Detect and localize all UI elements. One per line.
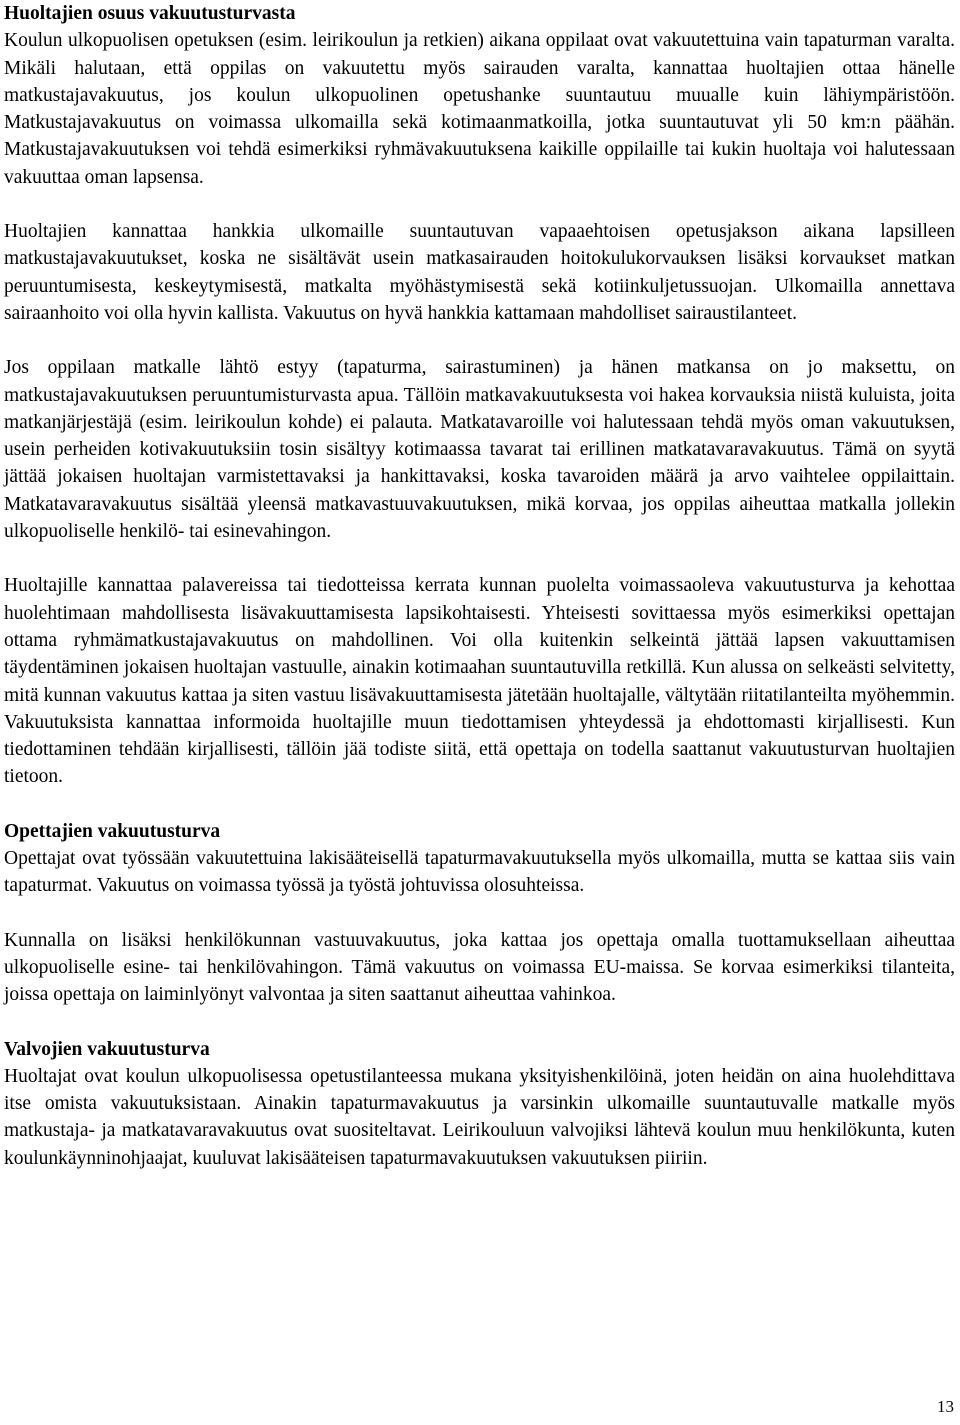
- section-heading: Valvojien vakuutusturva: [4, 1038, 210, 1060]
- paragraph-gap: [4, 900, 955, 927]
- paragraph-gap: [4, 191, 955, 218]
- paragraph: Huoltajille kannattaa palavereissa tai tiedotteissa kerrata kunnan puolelta voimassaoleva vakuutusturva ja kehottaa huolehtimaan mahdollisesta lisävakuuttamisesta lapsikohtaisesti. Yhteisesti sovittaessa myös esimerkiksi opettajan ottama ryhmämatkustajavakuutus on mahdollinen. Voi olla kuitenkin selkeintä jättää lapsen vakuuttamisen täydentäminen jokaisen huoltajan vastuulle, ainakin kotimaahan suuntautuvilla retkillä. Kun alussa on selkeästi selvitetty, mitä kunnan vakuutus kattaa ja siten vastuu lisävakuuttamisesta jätetään huoltajalle, vältytään riitatilanteilta myöhemmin. Vakuutuksista kannattaa informoida huoltajille muun tiedottamisen yhteydessä ja ehdottomasti kirjallisesti. Kun tiedottaminen tehdään kirjallisesti, tällöin jää todiste siitä, että opettaja on todella saattanut vakuutusturvan huoltajien tietoon.: [4, 575, 955, 788]
- section-heading: Opettajien vakuutusturva: [4, 820, 221, 842]
- section-huoltajien-osuus: [4, 0, 955, 791]
- section-gap: [4, 1009, 955, 1036]
- paragraph: Jos oppilaan matkalle lähtö estyy (tapaturma, sairastuminen) ja hänen matkansa on jo maksettu, on matkustajavakuutuksen peruuntumisturvasta apua. Tällöin matkavakuutuksesta voi hakea korvauksia niistä kuluista, joita matkanjärjestäjä (esim. leirikoulun kohde) ei palauta. Matkatavaroille voi halutessaan tehdä myös oman vakuutuksen, usein perheiden kotivakuutuksiin tosin sisältyy kotimaassa tavarat tai erillinen matkatavaravakuutus. Tämä on syytä jättää jokaisen huoltajan varmistettavaksi ja hankittavaksi, koska tavaroiden määrä ja arvo vaihtelee oppilaittain. Matkatavaravakuutus sisältää yleensä matkavastuuvakuutuksen, mikä korvaa, jos oppilas aiheuttaa matkalla jollekin ulkopuoliselle henkilö- tai esinevahingon.: [4, 357, 955, 543]
- paragraph-gap: [4, 327, 955, 354]
- section-valvojien-vakuutusturva: [4, 1036, 955, 1172]
- section-opettajien-vakuutusturva: [4, 818, 955, 1009]
- paragraph: Huoltajien kannattaa hankkia ulkomaille suuntautuvan vapaaehtoisen opetusjakson aikana lapsilleen matkustajavakuutukset, koska ne sisältävät usein matkasairauden hoitokulukorvauksen lisäksi korvaukset matkan peruuntumisesta, keskeytymisestä, matkalta myöhästymisestä sekä kotiinkuljetussuojan. Ulkomailla annettava sairaanhoito voi olla hyvin kallista. Vakuutus on hyvä hankkia kattamaan mahdolliset sairaustilanteet.: [4, 221, 955, 324]
- paragraph: Opettajat ovat työssään vakuutettuina lakisääteisellä tapaturmavakuutuksella myös ulkomailla, mutta se kattaa siis vain tapaturmat. Vakuutus on voimassa työssä ja työstä johtuvissa olosuhteissa.: [4, 848, 955, 897]
- paragraph: Kunnalla on lisäksi henkilökunnan vastuuvakuutus, joka kattaa jos opettaja omalla tuottamuksellaan aiheuttaa ulkopuoliselle esine- tai henkilövahingon. Tämä vakuutus on voimassa EU-maissa. Se korvaa esimerkiksi tilanteita, joissa opettaja on laiminlyönyt valvontaa ja siten saattanut aiheuttaa vahinkoa.: [4, 929, 955, 1006]
- paragraph: Koulun ulkopuolisen opetuksen (esim. leirikoulun ja retkien) aikana oppilaat ovat vakuutettuina vain tapaturman varalta. Mikäli halutaan, että oppilas on vakuutettu myös sairauden varalta, kannattaa huoltajien ottaa hänelle matkustajavakuutus, jos koulun ulkopuolinen opetushanke suuntautuu muualle kuin lähiympäristöön. Matkustajavakuutus on voimassa ulkomailla sekä kotimaanmatkoilla, jotka suuntautuvat yli 50 km:n päähän. Matkustajavakuutuksen voi tehdä esimerkiksi ryhmävakuutuksena kaikille oppilaille tai kukin huoltaja voi halutessaan vakuuttaa oman lapsensa.: [4, 30, 955, 188]
- paragraph: Huoltajat ovat koulun ulkopuolisessa opetustilanteessa mukana yksityishenkilöinä, joten heidän on aina huolehdittava itse omista vakuutuksistaan. Ainakin tapaturmavakuutus ja varsinkin ulkomaille suuntautuvalle matkalle myös matkustaja- ja matkatavaravakuutus ovat suositeltavat. Leirikouluun valvojiksi lähtevä koulun muu henkilökunta, kuten koulunkäynninohjaajat, kuuluvat lakisääteisen tapaturmavakuutuksen vakuutuksen piiriin.: [4, 1065, 955, 1169]
- page-number: 13: [937, 1397, 954, 1416]
- paragraph-gap: [4, 545, 955, 572]
- document-page: [4, 0, 955, 1172]
- section-heading: Huoltajien osuus vakuutusturvasta: [4, 3, 296, 24]
- section-gap: [4, 791, 955, 818]
